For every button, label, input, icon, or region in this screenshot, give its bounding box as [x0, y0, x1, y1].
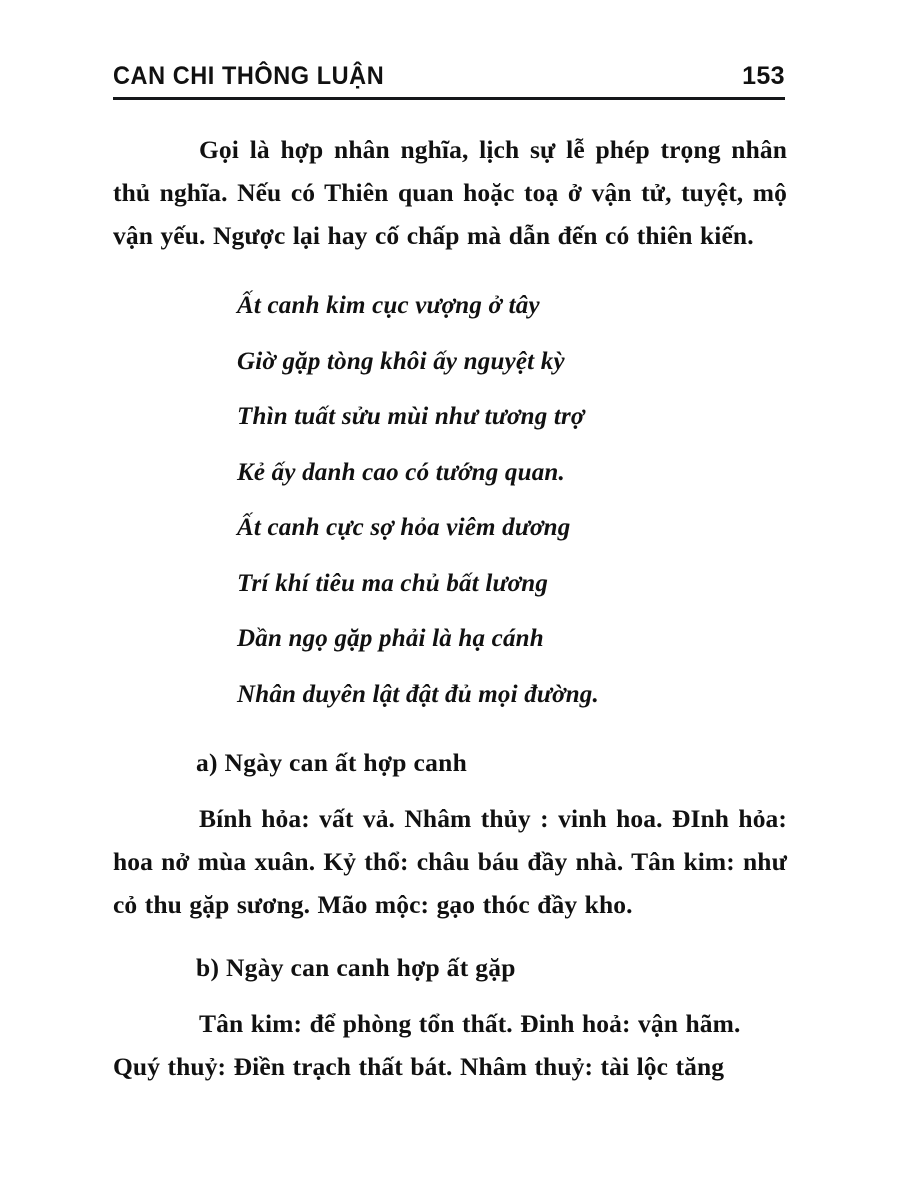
poem — [113, 278, 787, 722]
poem-line: Trí khí tiêu ma chủ bất lương — [237, 569, 549, 597]
poem-line: Ất canh cực sợ hỏa viêm dương — [237, 514, 571, 541]
poem-line: Giờ gặp tòng khôi ấy nguyệt kỳ — [237, 347, 565, 375]
spacer-heading-b-para — [113, 988, 787, 1002]
running-head — [113, 62, 785, 91]
section-a-paragraph: Bính hỏa: vất vả. Nhâm thủy : vinh hoa. ĐInh hỏa: hoa nở mùa xuân. Kỷ thổ: châu báu đầy nhà. Tân kim: như cỏ thu gặp sương. Mão mộc: gạo thóc đầy kho. — [113, 804, 787, 919]
poem-line: Nhân duyên lật đật đủ mọi đường. — [237, 680, 599, 708]
header-rule — [113, 97, 785, 100]
poem-line: Kẻ ấy danh cao có tướng quan. — [237, 458, 565, 486]
section-b-paragraph: Tân kim: để phòng tổn thất. Đinh hoả: vận hãm. Quý thuỷ: Điền trạch thất bát. Nhâm thuỷ: tài lộc tăng — [113, 1009, 741, 1081]
poem-line: Thìn tuất sửu mùi như tương trợ — [237, 403, 585, 430]
page-number: 153 — [742, 62, 785, 90]
poem-line: Ất canh kim cục vượng ở tây — [237, 292, 540, 319]
spacer-poem-heading-a — [113, 722, 787, 743]
poem-line: Dần ngọ gặp phải là hạ cánh — [237, 625, 544, 652]
spacer-para-heading-b — [113, 926, 787, 948]
spacer-heading-a-para — [113, 783, 787, 797]
section-heading-a: a) Ngày can ất hợp canh — [196, 748, 468, 777]
text-block — [113, 128, 787, 1088]
running-head-title: CAN CHI THÔNG LUẬN — [113, 62, 385, 90]
intro-paragraph: Gọi là hợp nhân nghĩa, lịch sự lễ phép trọng nhân thủ nghĩa. Nếu có Thiên quan hoặc toạ ở vận tử, tuyệt, mộ vận yếu. Ngược lại hay cố chấp mà dẫn đến có thiên kiến. — [113, 135, 787, 250]
spacer-intro-poem — [113, 257, 787, 278]
section-heading-b: b) Ngày can canh hợp ất gặp — [196, 953, 516, 982]
